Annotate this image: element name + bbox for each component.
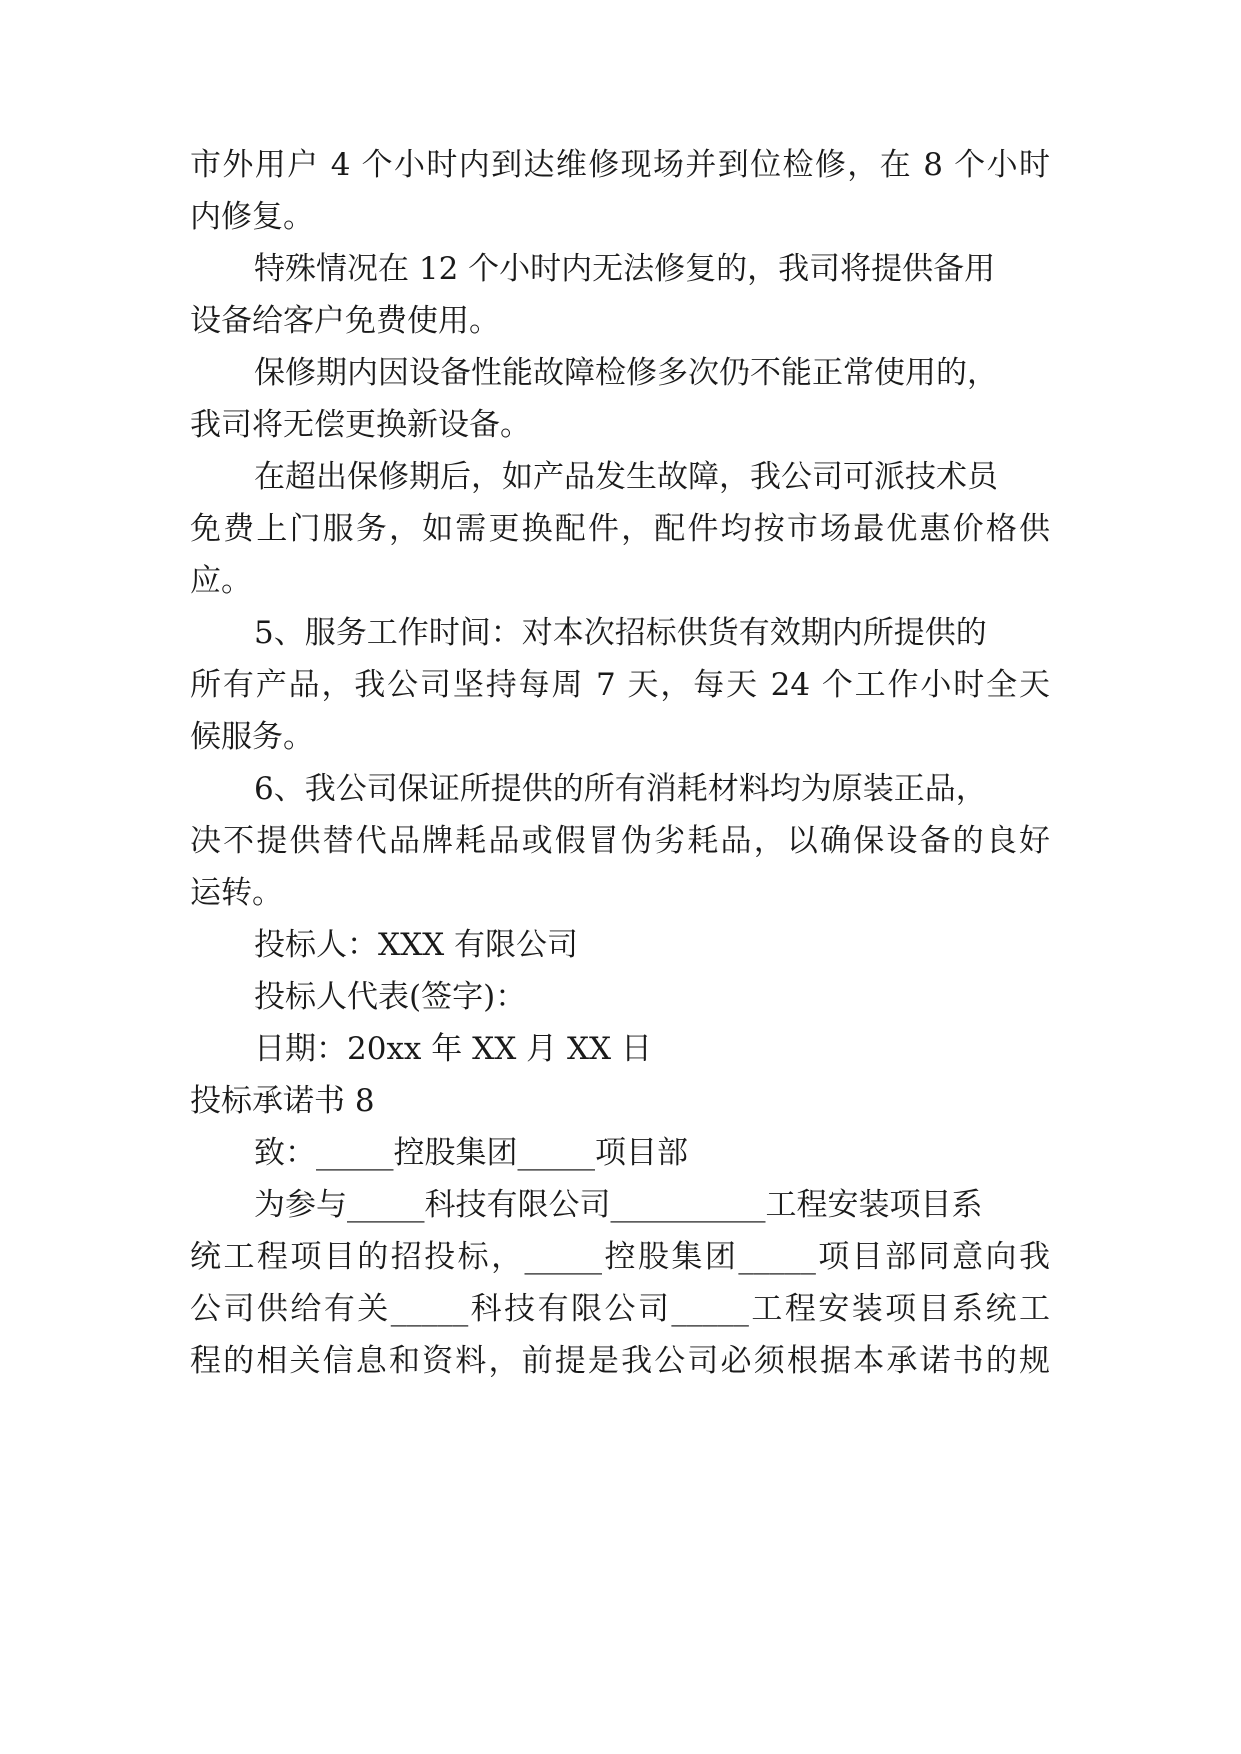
paragraph-line: 公司供给有关_____科技有限公司_____工程安装项目系统工	[190, 1291, 1050, 1327]
paragraph-line: 运转。	[190, 875, 283, 911]
paragraph-line: 决不提供替代品牌耗品或假冒伪劣耗品，以确保设备的良好	[190, 823, 1050, 859]
paragraph-line: 保修期内因设备性能故障检修多次仍不能正常使用的，	[254, 355, 998, 391]
paragraph-line: 统工程项目的招投标，_____控股集团_____项目部同意向我	[190, 1239, 1050, 1275]
paragraph-line: 免费上门服务，如需更换配件，配件均按市场最优惠价格供	[190, 511, 1050, 547]
paragraph-line: 在超出保修期后，如产品发生故障，我公司可派技术员	[254, 459, 998, 495]
date-line: 日期：20xx 年 XX 月 XX 日	[254, 1031, 652, 1067]
paragraph-line: 6、我公司保证所提供的所有消耗材料均为原装正品，	[254, 771, 987, 807]
paragraph-line: 我司将无偿更换新设备。	[190, 407, 531, 443]
paragraph-line: 特殊情况在 12 个小时内无法修复的，我司将提供备用	[254, 251, 996, 287]
paragraph-line: 程的相关信息和资料，前提是我公司必须根据本承诺书的规	[190, 1343, 1050, 1379]
paragraph-line: 市外用户 4 个小时内到达维修现场并到位检修，在 8 个小时	[190, 147, 1050, 183]
bidder-line: 投标人：XXX 有限公司	[254, 927, 579, 963]
representative-signature-line: 投标人代表(签字)：	[254, 979, 527, 1015]
paragraph-line: 内修复。	[190, 199, 314, 235]
paragraph-line: 所有产品，我公司坚持每周 7 天，每天 24 个工作小时全天	[190, 667, 1050, 703]
paragraph-line: 5、服务工作时间：对本次招标供货有效期内所提供的	[254, 615, 987, 651]
paragraph-line: 候服务。	[190, 719, 314, 755]
paragraph-line: 应。	[190, 563, 252, 599]
addressee-line: 致：_____控股集团_____项目部	[254, 1135, 688, 1171]
section-heading: 投标承诺书 8	[190, 1083, 375, 1119]
paragraph-line: 设备给客户免费使用。	[190, 303, 500, 339]
paragraph-line: 为参与_____科技有限公司__________工程安装项目系	[254, 1187, 983, 1223]
